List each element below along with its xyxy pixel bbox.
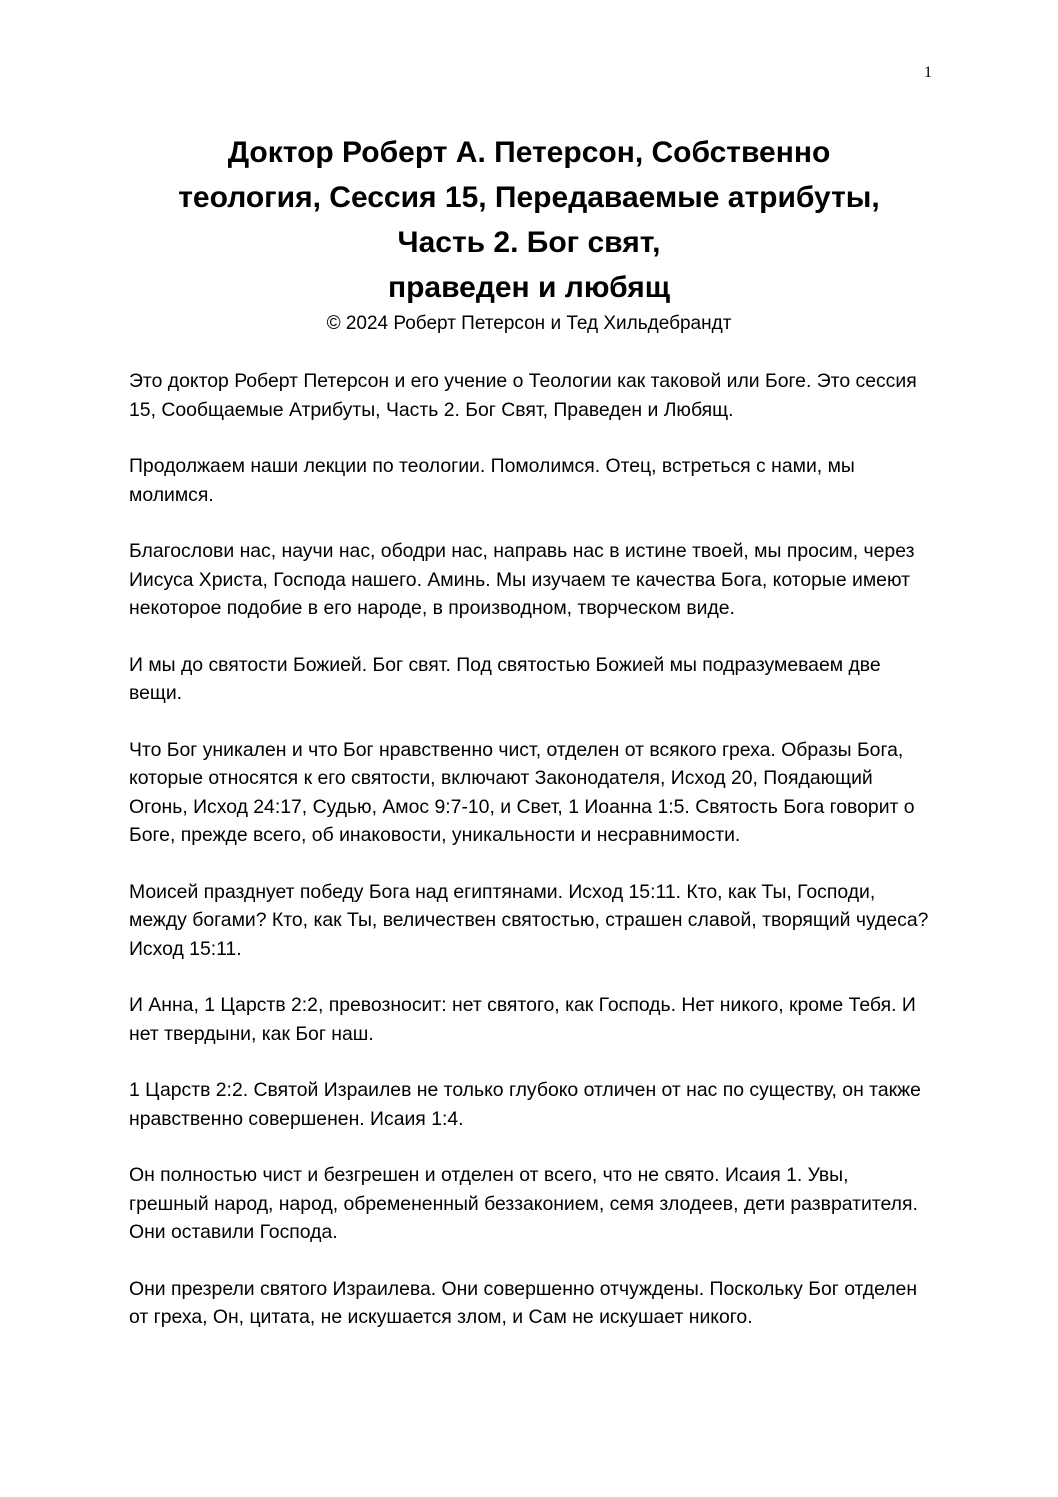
paragraph: И Анна, 1 Царств 2:2, превозносит: нет святого, как Господь. Нет никого, кроме Тебя. И нет твердыни, как Бог наш. bbox=[129, 994, 916, 1045]
paragraph: И мы до святости Божией. Бог свят. Под святостью Божией мы подразумеваем две вещи. bbox=[129, 653, 881, 704]
body-text bbox=[129, 367, 929, 1360]
title-block bbox=[100, 130, 958, 336]
title-line: Доктор Роберт А. Петерсон, Собственно bbox=[227, 136, 831, 169]
paragraph: Он полностью чист и безгрешен и отделен от всего, что не свято. Исаия 1. Увы, грешный народ, народ, обремененный беззаконием, семя злодеев, дети развратителя. Они оставили Господа. bbox=[129, 1164, 918, 1243]
title-line: теология, Сессия 15, Передаваемые атрибуты, bbox=[178, 181, 880, 214]
copyright-notice: © 2024 Роберт Петерсон и Тед Хильдебрандт bbox=[326, 313, 732, 334]
paragraph: Продолжаем наши лекции по теологии. Помолимся. Отец, встреться с нами, мы молимся. bbox=[129, 455, 855, 506]
title-line: Часть 2. Бог свят, bbox=[397, 226, 661, 259]
title-line: праведен и любящ bbox=[387, 271, 671, 304]
page-number: 1 bbox=[924, 64, 932, 81]
paragraph: Они презрели святого Израилева. Они совершенно отчуждены. Поскольку Бог отделен от греха, Он, цитата, не искушается злом, и Сам не искушает никого. bbox=[129, 1277, 918, 1328]
paragraph: Что Бог уникален и что Бог нравственно чист, отделен от всякого греха. Образы Бога, которые относятся к его святости, включают Законодателя, Исход 20, Поядающий Огонь, Исход 24:17, Судью, Амос 9:7-10, и Свет, 1 Иоанна 1:5. Святость Бога говорит о Боге, прежде всего, об инаковости, уникальности и несравнимости. bbox=[129, 738, 915, 846]
document-title bbox=[100, 130, 958, 310]
paragraph: Благослови нас, научи нас, ободри нас, направь нас в истине твоей, мы просим, через Иисуса Христа, Господа нашего. Аминь. Мы изучаем те качества Бога, которые имеют некоторое подобие в его народе, в производном, творческом виде. bbox=[129, 540, 915, 619]
paragraph: Моисей празднует победу Бога над египтянами. Исход 15:11. Кто, как Ты, Господи, между богами? Кто, как Ты, величествен святостью, страшен славой, творящий чудеса? Исход 15:11. bbox=[129, 880, 929, 960]
paragraph: 1 Царств 2:2. Святой Израилев не только глубоко отличен от нас по существу, он также нравственно совершенен. Исаия 1:4. bbox=[129, 1079, 921, 1130]
paragraph: Это доктор Роберт Петерсон и его учение о Теологии как таковой или Боге. Это сессия 15, Сообщаемые Атрибуты, Часть 2. Бог Свят, Праведен и Любящ. bbox=[129, 370, 917, 421]
